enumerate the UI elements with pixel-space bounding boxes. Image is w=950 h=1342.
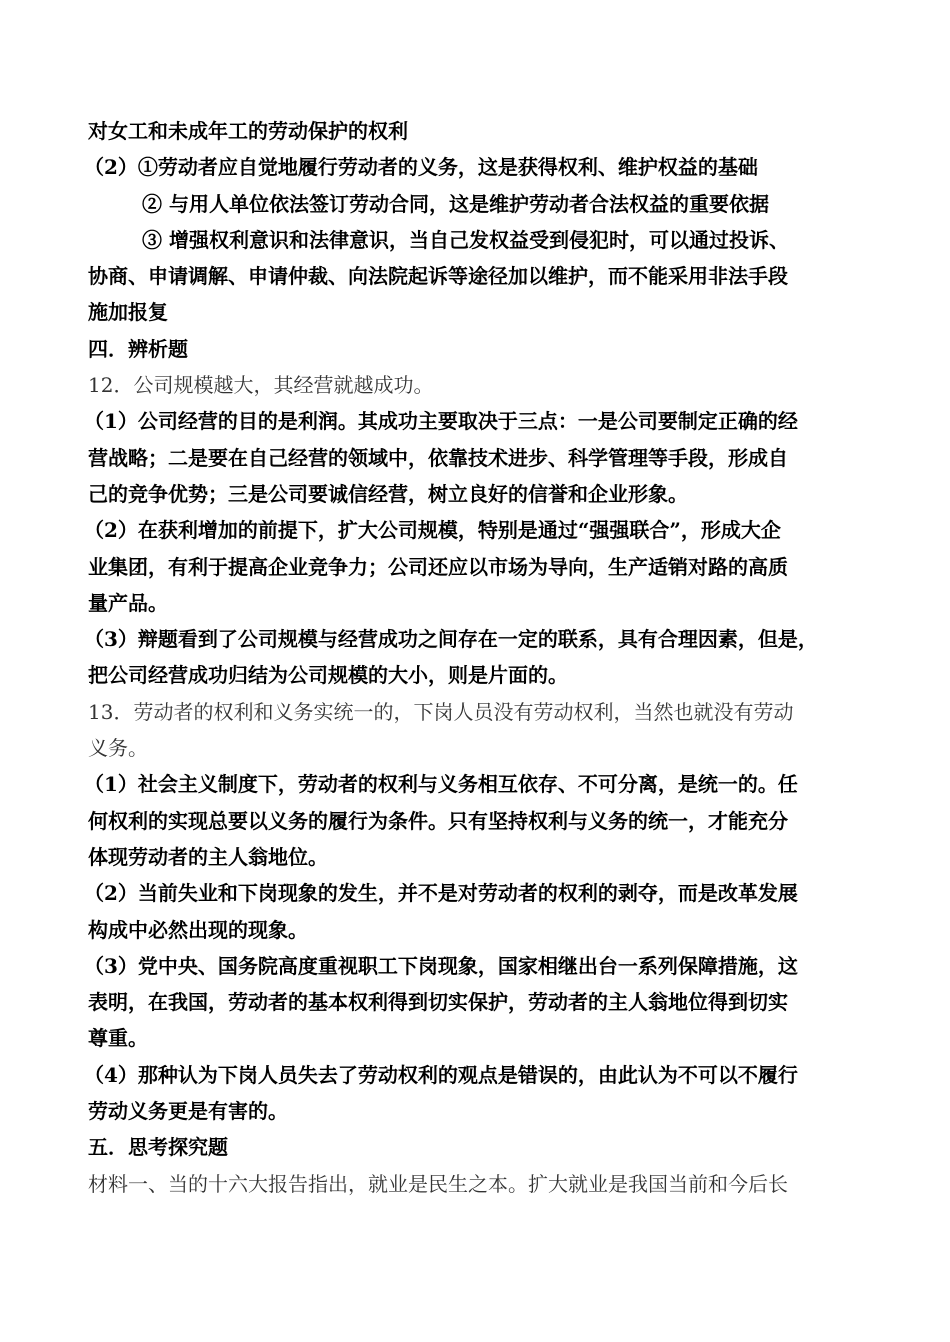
text-line-19: （1）社会主义制度下，劳动者的权利与义务相互依存、不可分离，是统一的。任 — [84, 772, 798, 797]
text-line-15: （3）辩题看到了公司规模与经营成功之间存在一定的联系，具有合理因素，但是， — [84, 627, 818, 652]
text-line-1: 对女工和未成年工的劳动保护的权利 — [88, 119, 408, 143]
text-line-4: ③ 增强权利意识和法律意识，当自己发权益受到侵犯时，可以通过投诉、 — [142, 227, 789, 252]
question-12: 12．公司规模越大，其经营就越成功。 — [88, 373, 434, 398]
text-line-28: 劳动义务更是有害的。 — [88, 1099, 288, 1124]
text-line-6: 施加报复 — [88, 300, 168, 325]
text-line-26: 尊重。 — [88, 1026, 148, 1051]
text-line-13: 业集团，有利于提高企业竞争力；公司还应以市场为导向，生产适销对路的高质 — [88, 554, 788, 579]
text-line-2: （2）①劳动者应自觉地履行劳动者的义务，这是获得权利、维护权益的基础 — [84, 155, 758, 180]
material-1: 材料一、当的十六大报告指出，就业是民生之本。扩大就业是我国当前和今后长 — [88, 1171, 788, 1196]
text-line-5: 协商、申请调解、申请仲裁、向法院起诉等途径加以维护，而不能采用非法手段 — [88, 264, 788, 289]
text-line-24: （3）党中央、国务院高度重视职工下岗现象，国家相继出台一系列保障措施，这 — [84, 953, 798, 978]
text-line-11: 己的竞争优势；三是公司要诚信经营，树立良好的信誉和企业形象。 — [88, 481, 688, 506]
document-page — [84, 113, 868, 1202]
text-line-21: 体现劳动者的主人翁地位。 — [88, 844, 328, 869]
text-line-25: 表明，在我国，劳动者的基本权利得到切实保护，劳动者的主人翁地位得到切实 — [88, 990, 788, 1015]
question-13-cont: 义务。 — [88, 736, 148, 761]
text-line-3: ② 与用人单位依法签订劳动合同，这是维护劳动者合法权益的重要依据 — [142, 191, 769, 216]
text-line-12: （2）在获利增加的前提下，扩大公司规模，特别是通过“强强联合”，形成大企 — [84, 518, 781, 543]
section-heading-4: 四．辨析题 — [88, 336, 188, 361]
text-line-14: 量产品。 — [88, 590, 168, 615]
text-line-23: 构成中必然出现的现象。 — [88, 917, 308, 942]
text-line-22: （2）当前失业和下岗现象的发生，并不是对劳动者的权利的剥夺，而是改革发展 — [84, 881, 798, 906]
text-line-27: （4）那种认为下岗人员失去了劳动权利的观点是错误的，由此认为不可以不履行 — [84, 1062, 798, 1087]
question-13: 13．劳动者的权利和义务实统一的，下岗人员没有劳动权利，当然也就没有劳动 — [88, 699, 794, 724]
text-line-16: 把公司经营成功归结为公司规模的大小，则是片面的。 — [88, 663, 568, 688]
section-heading-5: 五．思考探究题 — [88, 1135, 228, 1160]
text-line-10: 营战略；二是要在自己经营的领域中，依靠技术进步、科学管理等手段，形成自 — [88, 445, 788, 470]
text-line-20: 何权利的实现总要以义务的履行为条件。只有坚持权利与义务的统一，才能充分 — [88, 808, 788, 833]
text-line-9: （1）公司经营的目的是利润。其成功主要取决于三点：一是公司要制定正确的经 — [84, 409, 798, 434]
